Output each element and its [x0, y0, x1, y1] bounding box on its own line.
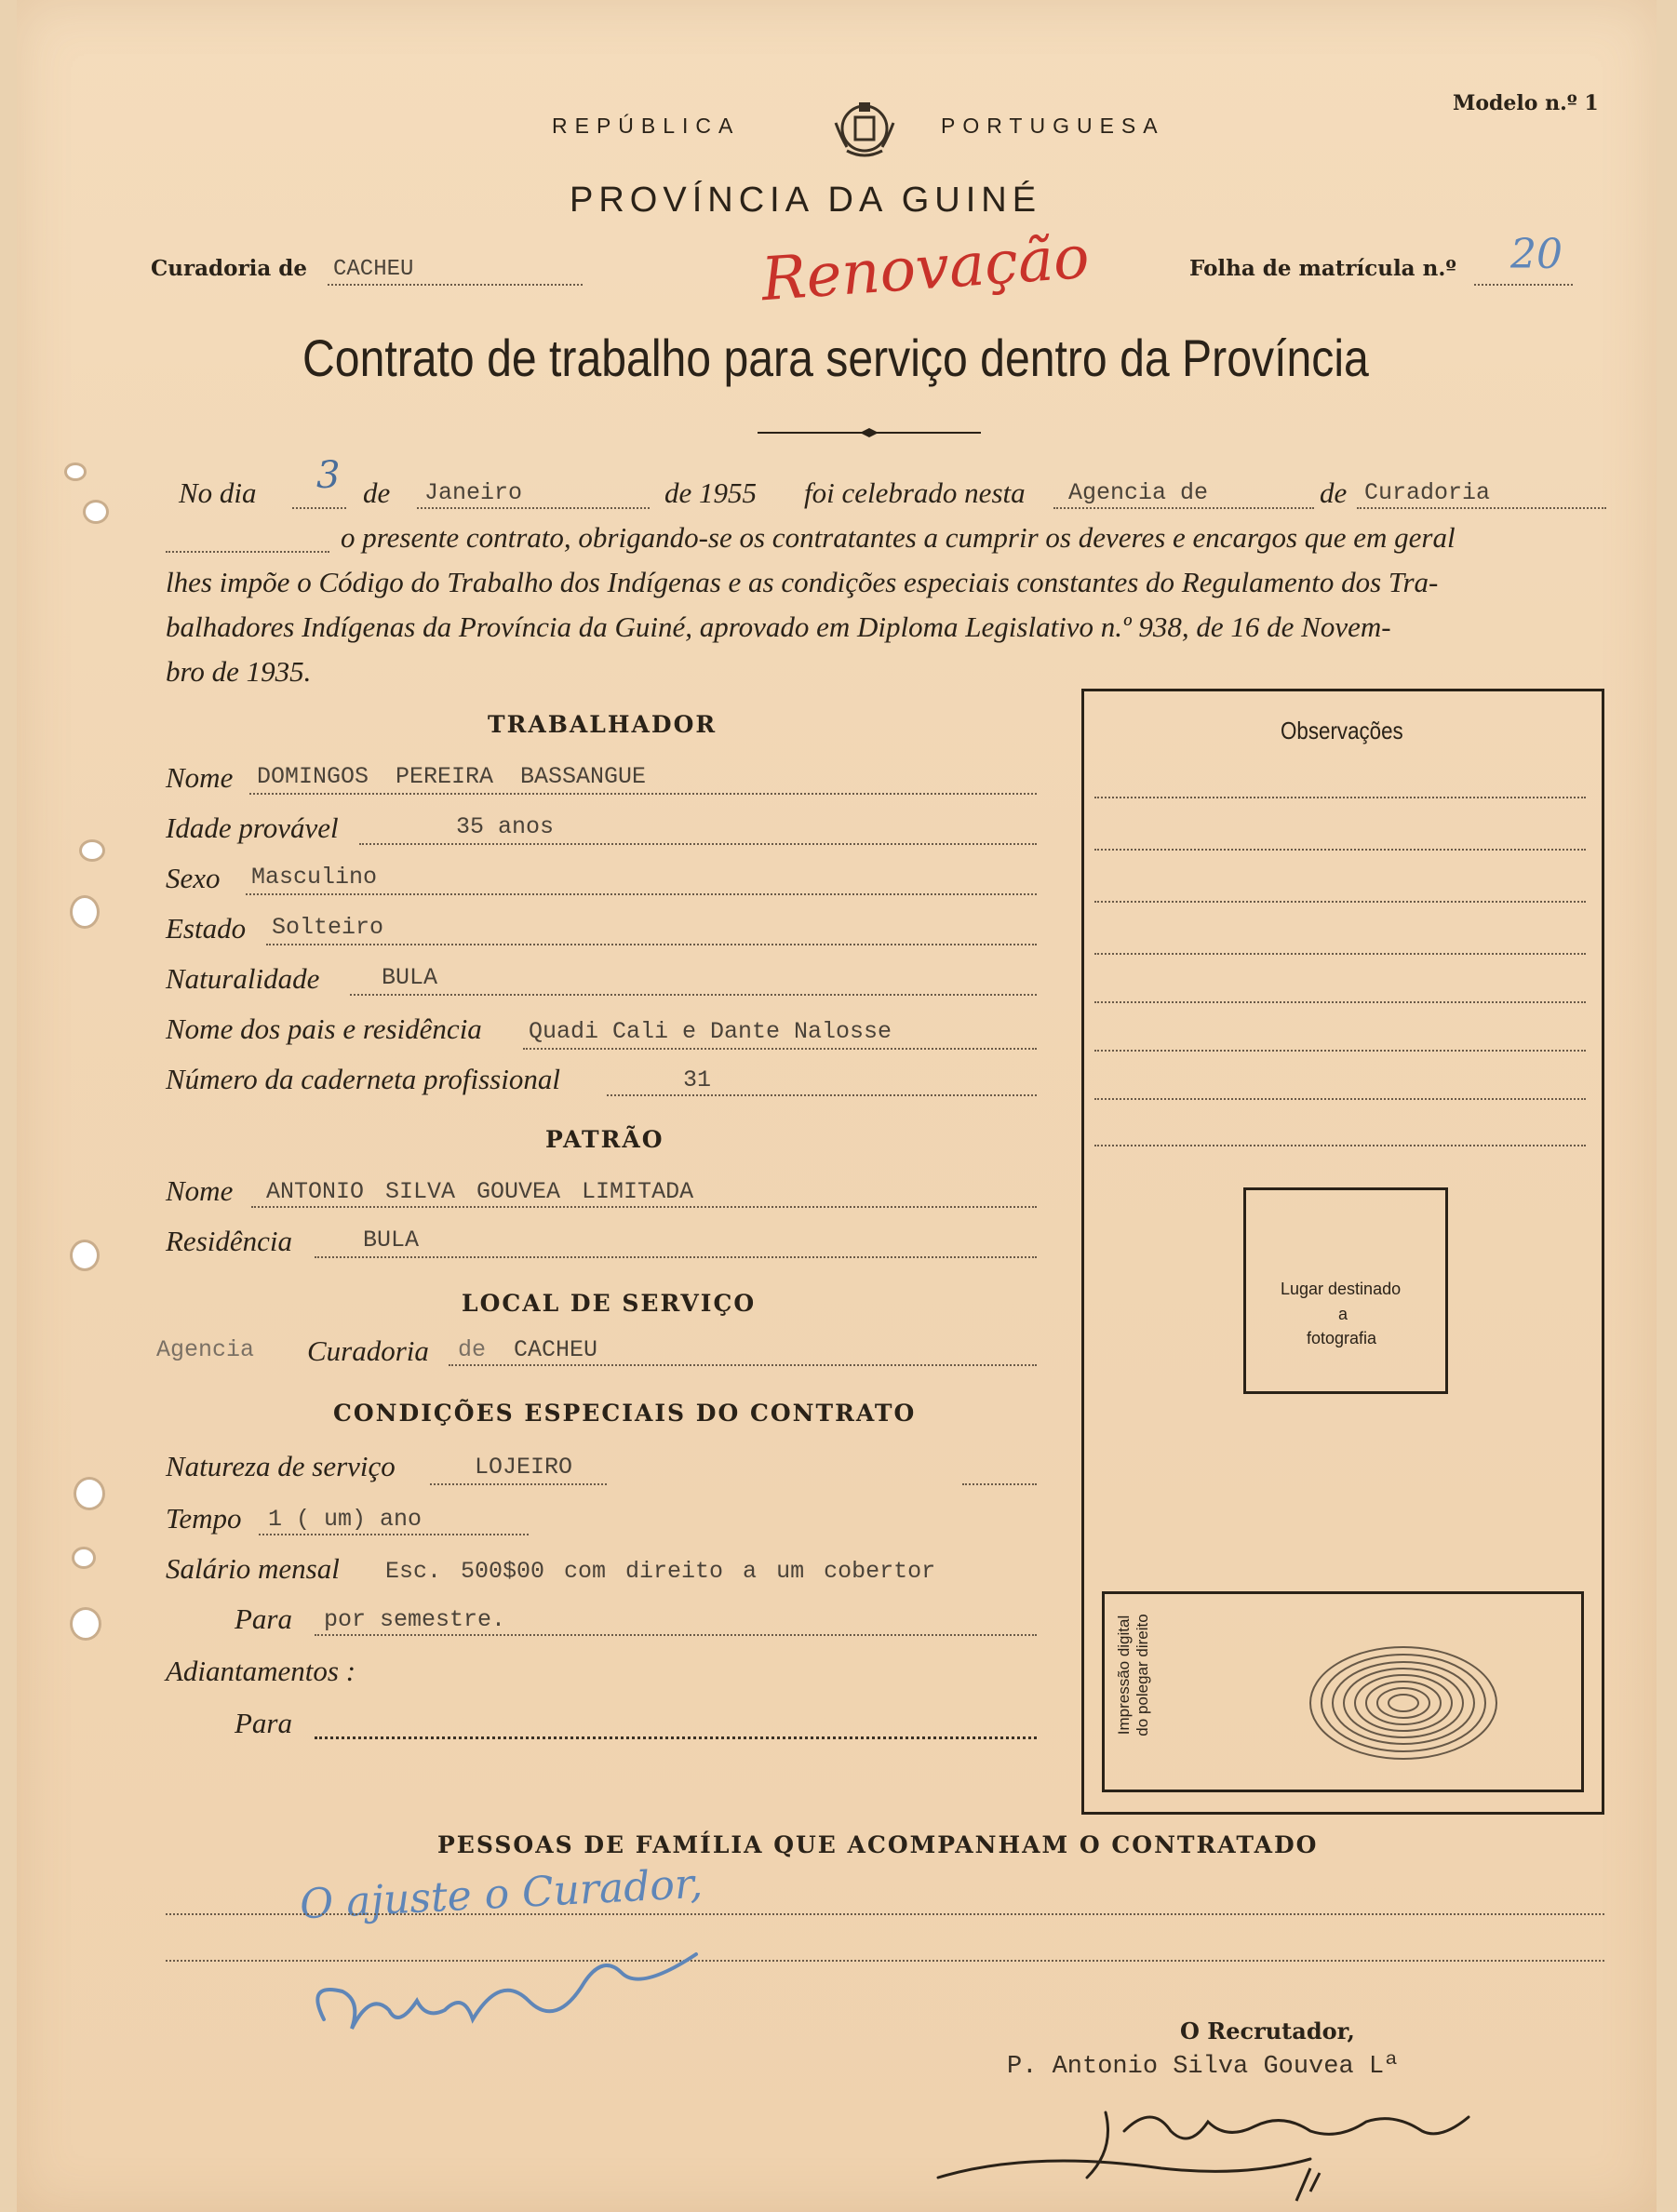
- folha-label: Folha de matrícula n.º: [1189, 256, 1456, 281]
- punch-hole: [86, 503, 106, 521]
- contract-title: Contrato de trabalho para serviço dentro da Província: [302, 328, 1369, 387]
- intro-agencia: Agencia de: [1068, 479, 1209, 506]
- trabalhador-naturalidade: BULA: [382, 964, 438, 991]
- condicoes-natureza-label: Natureza de serviço: [166, 1450, 396, 1482]
- provincia-title: PROVÍNCIA DA GUINÉ: [570, 181, 1042, 220]
- condicoes-tempo: 1 ( um) ano: [268, 1506, 423, 1533]
- intro-no-dia: No dia: [179, 476, 257, 509]
- fingerprint-icon: [1301, 1638, 1506, 1768]
- patrao-heading: PATRÃO: [545, 1126, 664, 1153]
- trabalhador-nome-label: Nome: [166, 761, 234, 794]
- punch-hole: [76, 1480, 102, 1508]
- recrutador-label: O Recrutador,: [1180, 2018, 1355, 2044]
- condicoes-para-label: Para: [235, 1602, 292, 1635]
- recruiter-signature: [919, 2075, 1534, 2205]
- local-agencia: Agencia: [156, 1336, 255, 1363]
- intro-de2: de: [1320, 476, 1348, 509]
- worker-signature: [287, 1936, 733, 2066]
- patrao-residencia-label: Residência: [166, 1225, 293, 1257]
- local-de: de: [458, 1336, 487, 1363]
- condicoes-heading: CONDIÇÕES ESPECIAIS DO CONTRATO: [333, 1400, 917, 1427]
- intro-curadoria: Curadoria: [1364, 479, 1491, 506]
- condicoes-natureza: LOJEIRO: [475, 1454, 573, 1481]
- condicoes-para: por semestre.: [324, 1606, 506, 1633]
- trabalhador-estado: Solteiro: [272, 914, 384, 941]
- trabalhador-idade-label: Idade provável: [166, 811, 339, 844]
- trabalhador-sexo-label: Sexo: [166, 862, 221, 894]
- condicoes-para2-label: Para: [235, 1707, 292, 1739]
- intro-month: Janeiro: [424, 479, 523, 506]
- patrao-nome: ANTONIO SILVA GOUVEA LIMITADA: [266, 1178, 694, 1205]
- trabalhador-heading: TRABALHADOR: [488, 711, 718, 738]
- condicoes-tempo-label: Tempo: [166, 1502, 242, 1535]
- portuguesa-label: PORTUGUESA: [941, 114, 1165, 138]
- impressao-line1: Impressão digital: [1115, 1615, 1133, 1736]
- trabalhador-nome: DOMINGOS PEREIRA BASSANGUE: [257, 763, 647, 790]
- trabalhador-caderneta-label: Número da caderneta profissional: [166, 1063, 560, 1095]
- recrutador-stamp: P. Antonio Silva Gouvea Lª: [1007, 2053, 1400, 2081]
- divider-ornament-icon: [758, 426, 981, 439]
- trabalhador-sexo: Masculino: [251, 864, 378, 891]
- trabalhador-caderneta: 31: [683, 1066, 712, 1093]
- punch-hole: [73, 1242, 97, 1268]
- intro-line4: balhadores Indígenas da Província da Guiné, aprovado em Diploma Legislativo n.º 938, de 16 de Novem-: [166, 610, 1391, 643]
- republica-label: REPÚBLICA: [552, 114, 741, 138]
- punch-hole: [82, 842, 102, 859]
- trabalhador-idade: 35 anos: [456, 813, 555, 840]
- patrao-nome-label: Nome: [166, 1174, 234, 1207]
- foto-line3: fotografia: [1307, 1329, 1377, 1347]
- condicoes-adiantamentos-label: Adiantamentos :: [166, 1655, 356, 1687]
- intro-line5: bro de 1935.: [166, 655, 312, 688]
- punch-hole: [73, 898, 97, 926]
- foto-line2: a: [1338, 1305, 1348, 1323]
- familia-handwritten: O ajuste o Curador,: [298, 1859, 704, 1929]
- intro-de: de: [363, 476, 391, 509]
- intro-year: de 1955: [664, 476, 758, 509]
- familia-heading: PESSOAS DE FAMÍLIA QUE ACOMPANHAM O CONTRATADO: [437, 1831, 1319, 1858]
- document-page: [17, 0, 1657, 2212]
- modelo-label: Modelo n.º 1: [1453, 91, 1599, 115]
- punch-hole: [67, 465, 84, 478]
- condicoes-salario-label: Salário mensal: [166, 1552, 340, 1585]
- coat-of-arms-icon: [828, 95, 901, 160]
- curadoria-label: Curadoria de: [151, 256, 307, 281]
- patrao-residencia: BULA: [363, 1227, 420, 1253]
- trabalhador-estado-label: Estado: [166, 912, 247, 945]
- foto-line1: Lugar destinado: [1281, 1280, 1402, 1298]
- folha-value: 20: [1510, 231, 1563, 278]
- punch-hole: [73, 1610, 99, 1638]
- intro-line3: lhes impõe o Código do Trabalho dos Indígenas e as condições especiais constantes do Regulamento dos Tra-: [166, 566, 1439, 598]
- local-heading: LOCAL DE SERVIÇO: [462, 1290, 757, 1317]
- curadoria-value: CACHEU: [333, 257, 414, 282]
- renovacao-handwritten: Renovação: [758, 222, 1092, 315]
- punch-hole: [74, 1549, 93, 1566]
- intro-day: 3: [316, 454, 341, 497]
- trabalhador-naturalidade-label: Naturalidade: [166, 962, 320, 995]
- trabalhador-pais-label: Nome dos pais e residência: [166, 1012, 482, 1045]
- observacoes-heading: Observações: [1281, 717, 1403, 744]
- impressao-line2: do polegar direito: [1134, 1614, 1151, 1736]
- condicoes-salario: Esc. 500$00 com direito a um cobertor: [385, 1558, 936, 1585]
- local-curadoria-label: Curadoria: [307, 1334, 429, 1367]
- trabalhador-pais: Quadi Cali e Dante Nalosse: [529, 1018, 892, 1045]
- intro-line2: o presente contrato, obrigando-se os contratantes a cumprir os deveres e encargos que em geral: [341, 521, 1456, 554]
- intro-foi: foi celebrado nesta: [804, 476, 1026, 509]
- local-value: CACHEU: [514, 1336, 598, 1363]
